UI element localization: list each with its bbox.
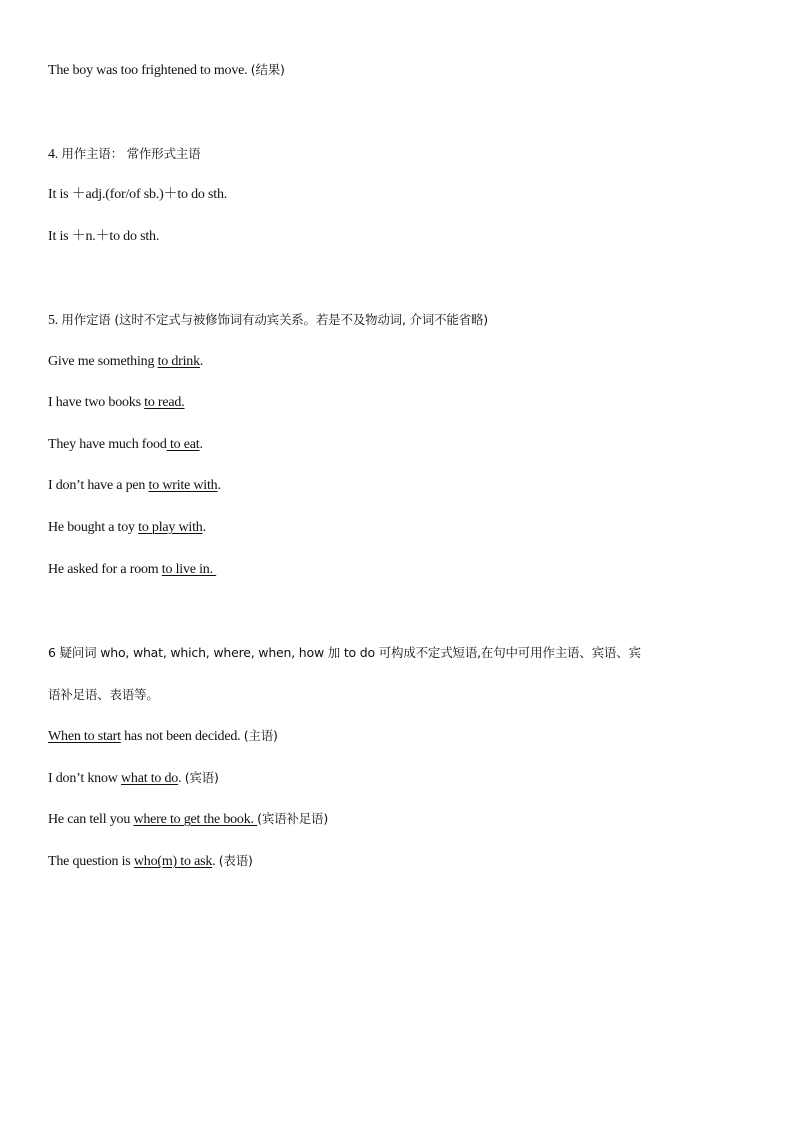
example-text-rest: has not been decided.	[120, 729, 244, 744]
section-6-heading-line1	[48, 643, 641, 664]
example-write	[48, 476, 221, 496]
pattern-adj: It is ＋adj.(for/of sb.)＋to do sth.	[48, 187, 228, 202]
underlined-phrase: When to start	[48, 729, 121, 744]
example-eat	[48, 435, 203, 455]
example-text: He bought a toy	[48, 520, 139, 535]
section-5-number: 5.	[48, 313, 62, 328]
section-4-heading	[48, 144, 200, 165]
section-6-title-cont: 语补足语、表语等。	[48, 687, 159, 702]
section-6-heading-line2	[48, 685, 159, 706]
example-text: I don’t have a pen	[48, 478, 149, 493]
example-text: I don’t know	[48, 771, 121, 786]
result-sentence: The boy was too frightened to move.	[48, 63, 251, 78]
role-tag: (主语)	[243, 728, 278, 743]
example-object-complement	[48, 809, 328, 830]
example-punct: .	[217, 478, 221, 493]
section-5-title: 用作定语 (这时不定式与被修饰词有动宾关系。若是不及物动词, 介词不能省略)	[61, 312, 488, 327]
underlined-phrase: where to get the book.	[133, 812, 258, 827]
result-example	[48, 60, 285, 81]
example-text: He can tell you	[48, 812, 134, 827]
result-tag: (结果)	[250, 62, 285, 77]
role-tag: (表语)	[218, 853, 253, 868]
underlined-infinitive: to read.	[144, 395, 185, 410]
example-drink	[48, 352, 203, 372]
example-punct: .	[199, 354, 204, 369]
example-play	[48, 518, 206, 538]
section-4-number: 4.	[48, 147, 62, 162]
underlined-infinitive: to live in.	[161, 562, 217, 577]
example-text: I have two books	[48, 395, 145, 410]
section-5-heading	[48, 310, 488, 331]
example-text: The question is	[48, 854, 134, 869]
section-6-title: 6 疑问词 who, what, which, where, when, how 加 to do 可构成不定式短语,在句中可用作主语、宾语、宾	[48, 645, 641, 660]
example-text: Give me something	[48, 354, 158, 369]
role-tag: (宾语)	[184, 770, 219, 785]
underlined-phrase: what to do	[120, 771, 179, 786]
example-text: They have much food	[48, 437, 167, 452]
section-4-title: 用作主语： 常作形式主语	[61, 146, 201, 161]
underlined-infinitive: to eat	[166, 437, 200, 452]
example-punct: .	[202, 520, 206, 535]
underlined-infinitive: to write with	[148, 478, 218, 493]
pattern-noun: It is ＋n.＋to do sth.	[48, 229, 160, 244]
role-tag: (宾语补足语)	[257, 811, 328, 826]
example-object	[48, 768, 219, 789]
example-predicative	[48, 851, 253, 872]
underlined-phrase: who(m) to ask	[133, 854, 213, 869]
example-text-rest: .	[178, 771, 185, 786]
example-subject	[48, 726, 278, 747]
example-read	[48, 393, 185, 413]
example-text: He asked for a room	[48, 562, 162, 577]
example-live	[48, 560, 216, 580]
underlined-infinitive: to play with	[138, 520, 203, 535]
underlined-infinitive: to drink	[157, 354, 200, 369]
example-text-rest: .	[212, 854, 219, 869]
example-punct: .	[199, 437, 203, 452]
